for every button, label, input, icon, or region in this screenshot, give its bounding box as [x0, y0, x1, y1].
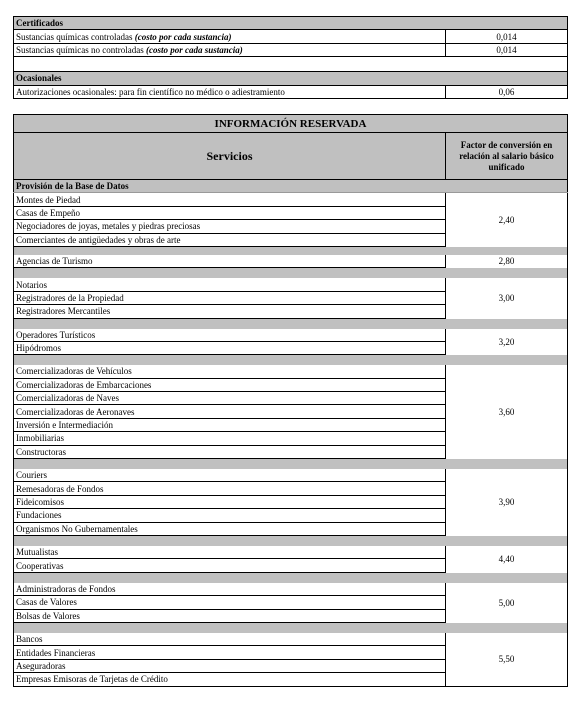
table-row — [14, 193, 568, 206]
service-name: Administradoras de Fondos — [14, 583, 446, 596]
service-name: Remesadoras de Fondos — [14, 482, 446, 495]
service-name: Registradores Mercantiles — [14, 305, 446, 318]
table-row — [14, 329, 568, 342]
separator-cell — [14, 572, 568, 583]
service-name: Organismos No Gubernamentales — [14, 522, 446, 535]
service-name: Constructoras — [14, 445, 446, 458]
service-name: Inversión e Intermediación — [14, 418, 446, 431]
row-value: 0,06 — [446, 85, 568, 98]
conversion-factor: 3,60 — [446, 365, 568, 458]
service-name: Entidades Financieras — [14, 646, 446, 659]
service-name: Bancos — [14, 633, 446, 646]
service-name: Comercializadoras de Naves — [14, 392, 446, 405]
service-name: Comercializadoras de Aeronaves — [14, 405, 446, 418]
tarifas-certificados-table — [13, 16, 568, 99]
table-row — [14, 278, 568, 291]
section-title-ocasionales: Ocasionales — [14, 72, 568, 85]
service-name: Cooperativas — [14, 559, 446, 572]
separator-cell — [14, 459, 568, 470]
section-title-provision: Provisión de la Base de Datos — [14, 180, 568, 193]
separator-row — [14, 572, 568, 583]
column-header-factor: Factor de conversión en relación al salario básico unificado — [446, 133, 568, 180]
table-row — [14, 365, 568, 378]
conversion-factor: 3,20 — [446, 329, 568, 355]
title-row — [14, 115, 568, 133]
table-title: INFORMACIÓN RESERVADA — [14, 115, 568, 133]
label-text: Sustancias químicas controladas — [16, 31, 135, 42]
service-name: Montes de Piedad — [14, 193, 446, 206]
table-row — [14, 633, 568, 646]
service-name: Casas de Empeño — [14, 206, 446, 219]
separator-row — [14, 622, 568, 633]
table-row — [14, 255, 568, 268]
service-name: Negociadores de joyas, metales y piedras preciosas — [14, 220, 446, 233]
informacion-reservada-table — [13, 114, 568, 687]
row-label — [14, 43, 446, 56]
service-name: Registradores de la Propiedad — [14, 291, 446, 304]
service-name: Bolsas de Valores — [14, 609, 446, 622]
separator-cell — [14, 355, 568, 366]
section-row — [14, 72, 568, 85]
table-row — [14, 30, 568, 43]
row-value: 0,014 — [446, 43, 568, 56]
column-header-servicios: Servicios — [14, 133, 446, 180]
service-name: Comerciantes de antigüedades y obras de arte — [14, 233, 446, 246]
service-name: Operadores Turísticos — [14, 329, 446, 342]
separator-row — [14, 535, 568, 546]
table-row — [14, 43, 568, 56]
separator-cell — [14, 318, 568, 329]
separator-row — [14, 459, 568, 470]
service-name: Couriers — [14, 469, 446, 482]
table-row — [14, 469, 568, 482]
table-row — [14, 546, 568, 559]
conversion-factor: 3,90 — [446, 469, 568, 535]
row-label: Autorizaciones ocasionales: para fin científico no médico o adiestramiento — [14, 85, 446, 98]
service-name: Agencias de Turismo — [14, 255, 446, 268]
service-name: Casas de Valores — [14, 596, 446, 609]
separator-cell — [14, 268, 568, 279]
service-name: Comercializadoras de Vehículos — [14, 365, 446, 378]
label-text: Sustancias químicas no controladas — [16, 44, 146, 55]
separator-cell — [14, 622, 568, 633]
service-name: Fideicomisos — [14, 495, 446, 508]
conversion-factor: 4,40 — [446, 546, 568, 572]
separator-cell — [14, 535, 568, 546]
section-title-certificados: Certificados — [14, 17, 568, 30]
section-row — [14, 180, 568, 193]
separator-row — [14, 318, 568, 329]
separator-cell — [14, 246, 568, 255]
service-name: Empresas Emisoras de Tarjetas de Crédito — [14, 673, 446, 686]
table-row — [14, 583, 568, 596]
label-note: (costo por cada sustancia) — [145, 44, 243, 55]
separator-row — [14, 355, 568, 366]
header-row — [14, 133, 568, 180]
conversion-factor: 2,40 — [446, 193, 568, 247]
service-name: Inmobiliarias — [14, 432, 446, 445]
service-name: Fundaciones — [14, 509, 446, 522]
service-name: Notarios — [14, 278, 446, 291]
service-name: Aseguradoras — [14, 659, 446, 672]
service-name: Comercializadoras de Embarcaciones — [14, 378, 446, 391]
service-name: Mutualistas — [14, 546, 446, 559]
section-row — [14, 17, 568, 30]
conversion-factor: 3,00 — [446, 278, 568, 318]
row-label — [14, 30, 446, 43]
row-value: 0,014 — [446, 30, 568, 43]
separator-row — [14, 246, 568, 255]
conversion-factor: 5,50 — [446, 633, 568, 686]
conversion-factor: 2,80 — [446, 255, 568, 268]
conversion-factor: 5,00 — [446, 583, 568, 623]
separator-row — [14, 268, 568, 279]
blank-row — [14, 57, 568, 72]
service-name: Hipódromos — [14, 341, 446, 354]
table-row — [14, 85, 568, 98]
label-note: (costo por cada sustancia) — [134, 31, 232, 42]
